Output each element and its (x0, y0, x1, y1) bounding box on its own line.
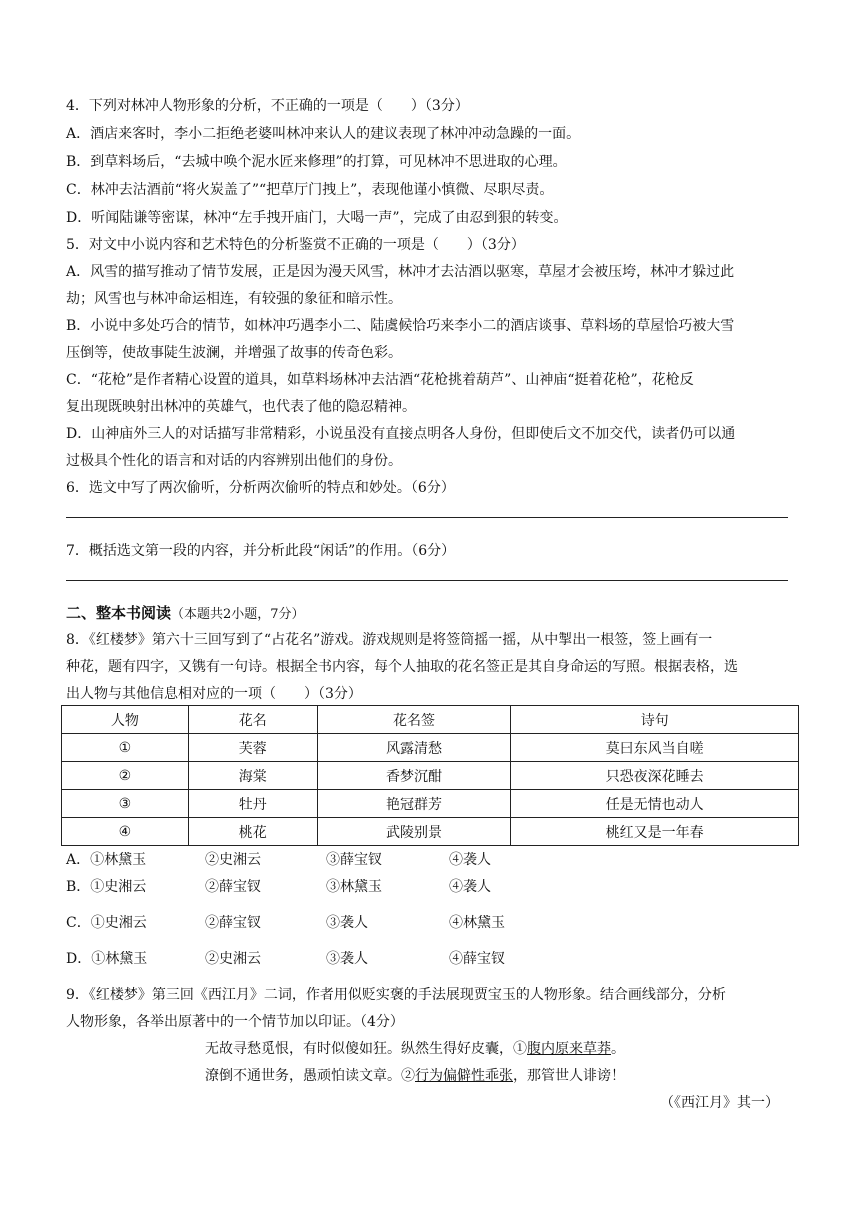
q5-line: A．风雪的描写推动了情节发展，正是因为漫天风雪，林冲才去沽酒以驱寒，草屋才会被压垮，林冲才躲过此 (66, 264, 735, 280)
table-cell: ① (62, 734, 189, 762)
table-header-row (62, 706, 799, 734)
q4-stem: 4．下列对林冲人物形象的分析，不正确的一项是（ ）（3分） (66, 98, 469, 114)
q5-line: C．“花枪”是作者精心设置的道具，如草料场林冲去沽酒“花枪挑着葫芦”、山神庙“挺着花枪”，花枪反 (66, 372, 694, 388)
q8-choice-b-2: ②薛宝钗 (205, 879, 261, 895)
q8-choice-a-4: ④袭人 (449, 852, 491, 868)
q5-line: 过极具个性化的语言和对话的内容辨别出他们的身份。 (66, 453, 402, 469)
table-header: 花名签 (317, 706, 511, 734)
q6-stem: 6．选文中写了两次偷听，分析两次偷听的特点和妙处。（6分） (66, 480, 455, 496)
q8-choice-c-1: C．①史湘云 (66, 915, 147, 931)
poem-line-1 (205, 1040, 625, 1058)
table-row (62, 734, 799, 762)
table-row (62, 762, 799, 790)
table-cell: 任是无情也动人 (511, 790, 799, 818)
q8-choice-a-3: ③薛宝钗 (326, 852, 382, 868)
q8-choice-b-3: ③林黛玉 (326, 879, 382, 895)
q5-line: 劫；风雪也与林冲命运相连，有较强的象征和暗示性。 (66, 291, 402, 307)
table-cell: 桃花 (188, 818, 317, 846)
q8-choice-b-1: B．①史湘云 (66, 879, 147, 895)
q8-choice-d-4: ④薛宝钗 (449, 951, 505, 967)
q7-answer-line[interactable] (66, 580, 788, 581)
poem-underlined: 行为偏僻性乖张 (415, 1068, 513, 1084)
table-cell: 风露清愁 (317, 734, 511, 762)
poem-text: 潦倒不通世务，愚顽怕读文章。 (205, 1068, 401, 1084)
q7-stem: 7．概括选文第一段的内容，并分析此段“闲话”的作用。（6分） (66, 543, 456, 559)
table-header: 人物 (62, 706, 189, 734)
q8-choice-c-3: ③袭人 (326, 915, 368, 931)
q8-choice-b-4: ④袭人 (449, 879, 491, 895)
table-cell: ③ (62, 790, 189, 818)
poem-text: ，那管世人诽谤！ (513, 1068, 625, 1084)
poem-underlined: 腹内原来草莽 (527, 1041, 611, 1057)
table-cell: 只恐夜深花睡去 (511, 762, 799, 790)
table-cell: 莫曰东风当自嗟 (511, 734, 799, 762)
q8-line: 种花，题有四字，又镌有一句诗。根据全书内容，每个人抽取的花名签正是其自身命运的写照。根据表格，选 (66, 659, 738, 675)
q8-line: 出人物与其他信息相对应的一项（ ）（3分） (66, 686, 362, 702)
table-cell: 桃红又是一年春 (511, 818, 799, 846)
poem-text: 无故寻愁觅恨，有时似傻如狂。纵然生得好皮囊， (205, 1041, 513, 1057)
poem-mark: ② (401, 1068, 415, 1084)
table-cell: 牡丹 (188, 790, 317, 818)
q5-stem: 5．对文中小说内容和艺术特色的分析鉴赏不正确的一项是（ ）（3分） (66, 237, 525, 253)
q4-option-c: C．林冲去沽酒前“将火炭盖了”“把草厅门拽上”，表现他谨小慎微、尽职尽责。 (66, 182, 554, 198)
q9-line: 人物形象，各举出原著中的一个情节加以印证。（4分） (66, 1014, 404, 1030)
q8-choice-d-3: ③袭人 (326, 951, 368, 967)
q8-choice-d-2: ②史湘云 (205, 951, 261, 967)
q5-line: B．小说中多处巧合的情节，如林冲巧遇李小二、陆虞候恰巧来李小二的酒店谈事、草料场的草屋恰巧被大雪 (66, 318, 735, 334)
section-note: （本题共2小题，7分） (171, 607, 305, 622)
table-cell: 海棠 (188, 762, 317, 790)
poem-line-2 (205, 1067, 625, 1085)
table-cell: 香梦沉酣 (317, 762, 511, 790)
q4-option-b: B．到草料场后，“去城中唤个泥水匠来修理”的打算，可见林冲不思进取的心理。 (66, 154, 567, 170)
section-title: 二、整本书阅读 (66, 604, 172, 622)
q8-choice-c-4: ④林黛玉 (449, 915, 505, 931)
q5-line: 复出现既映射出林冲的英雄气，也代表了他的隐忍精神。 (66, 399, 416, 415)
q9-line: 9．《红楼梦》第三回《西江月》二词，作者用似贬实褒的手法展现贾宝玉的人物形象。结合画线部分，分析 (66, 987, 726, 1003)
table-header: 花名 (188, 706, 317, 734)
table-cell: ② (62, 762, 189, 790)
table-row (62, 818, 799, 846)
section-heading (66, 604, 305, 624)
table-cell: 艳冠群芳 (317, 790, 511, 818)
table-cell: ④ (62, 818, 189, 846)
table-row (62, 790, 799, 818)
poem-mark: ① (513, 1041, 527, 1057)
table-cell: 武陵别景 (317, 818, 511, 846)
q4-option-a: A．酒店来客时，李小二拒绝老婆叫林冲来认人的建议表现了林冲冲动急躁的一面。 (66, 126, 581, 142)
poem-source: （《西江月》其一） (660, 1095, 779, 1111)
q8-line: 8．《红楼梦》第六十三回写到了“占花名”游戏。游戏规则是将签筒摇一摇，从中掣出一根签，签上画有一 (66, 632, 713, 648)
q8-choice-a-2: ②史湘云 (205, 852, 261, 868)
table-cell: 芙蓉 (188, 734, 317, 762)
q6-answer-line[interactable] (66, 517, 788, 518)
table-header: 诗句 (511, 706, 799, 734)
q8-choice-a-1: A．①林黛玉 (66, 852, 147, 868)
q4-option-d: D．听闻陆谦等密谋，林冲“左手拽开庙门，大喝一声”，完成了由忍到狠的转变。 (66, 210, 568, 226)
flower-name-table (61, 705, 799, 846)
q5-line: D．山神庙外三人的对话描写非常精彩，小说虽没有直接点明各人身份，但即使后文不加交代，读者仍可以通 (66, 426, 736, 442)
q5-line: 压倒等，使故事陡生波澜，并增强了故事的传奇色彩。 (66, 345, 402, 361)
poem-text: 。 (611, 1041, 625, 1057)
q8-choice-d-1: D．①林黛玉 (66, 951, 148, 967)
q8-choice-c-2: ②薛宝钗 (205, 915, 261, 931)
